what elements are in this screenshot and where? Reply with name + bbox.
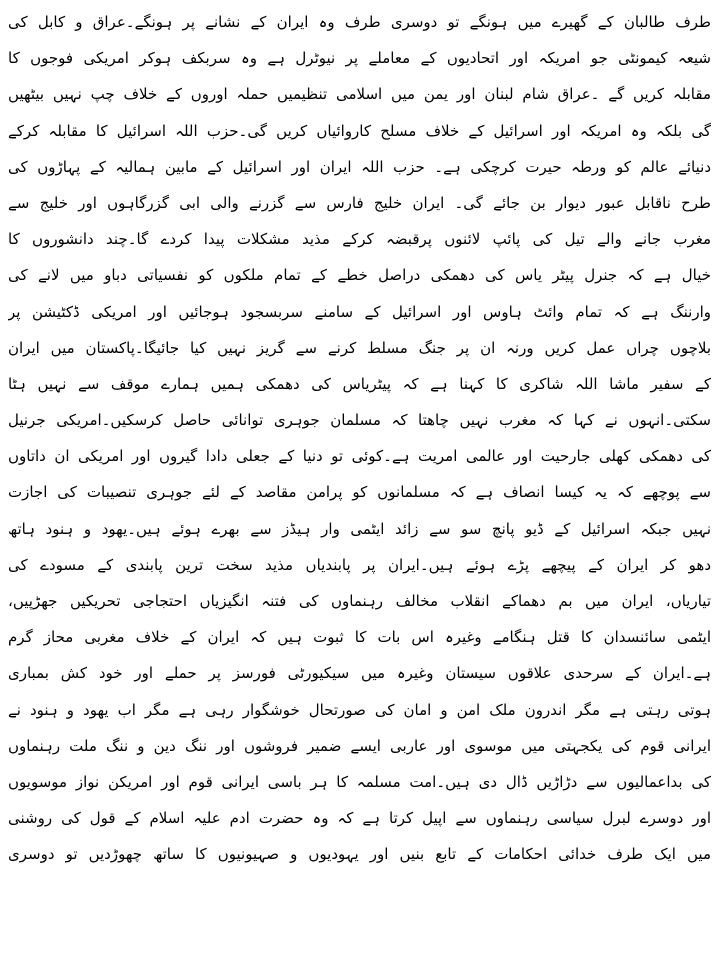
text-line: ہے۔ایران کے سرحدی علاقوں سیستان وغیرہ میں سیکیورٹی فورسز پر حملے اور خود کش بمباری	[8, 664, 711, 683]
text-line: دنیائے عالم کو ورطہ حیرت کرچکی ہے۔ حزب اللہ ایران اور اسرائیل کے مابین ہمالیہ کے پہاڑوں کی	[8, 157, 711, 176]
text-line: مقابلہ کریں گے ۔عراق شام لبنان اور یمن میں اسلامی تنظیمیں حملہ اوروں کے خلاف چپ نہیں بیٹھیں	[8, 85, 711, 104]
text-line: سے پوچھے کہ یہ کیسا انصاف ہے کہ مسلمانوں کو پرامن مقاصد کے لئے جوہری تنصیبات کی اجازت	[8, 483, 711, 502]
text-line: کی بداعمالیوں سے دڑاڑیں ڈال دی ہیں۔امت مسلمہ کا ہر باسی ایرانی قوم اور امریکن نواز موسویوں	[8, 772, 711, 791]
text-line: وارننگ ہے کہ تمام وائٹ ہاوس اور اسرائیل کے سامنے سربسجود ہوجائیں اور امریکی ڈکٹیشن پر	[8, 302, 711, 321]
text-line: اور دوسرے لبرل سیاسی رہنماوں سے اپیل کرتا ہے کہ وہ حضرت ادم علیہ اسلام کے قول کی روشنی	[8, 809, 711, 828]
text-line: سکتی۔انہوں نے کہا کہ مغرب نہیں چاھتا کہ مسلمان جوہری توانائی حاصل کرسکیں۔امریکی جرنیل	[8, 411, 711, 430]
article-body	[8, 4, 711, 873]
text-line: ایرانی قوم کی یکجہتی میں موسوی اور عاربی ایسے ضمیر فروشوں اور ننگ دین و ننگ ملت رہنماوں	[8, 736, 711, 755]
text-line: نہیں جبکہ اسرائیل کے ڈیو پانچ سو سے زائد ایٹمی وار ہیڈز سے بھرے ہوئے ہیں۔یھود و ہنود ہاتھ	[8, 519, 711, 538]
text-line: میں ایک طرف خدائی احکامات کے تابع بنیں اور یہودیوں و صہیونیوں کا ساتھ چھوڑدیں تو دوسری	[8, 845, 711, 864]
text-line: طرح ناقابل عبور دیوار بن جائے گی۔ ایران خلیج فارس سے گزرنے والی ابی گزرگاہوں اور خلیج سے	[8, 193, 711, 212]
text-line: طرف طالبان کے گھیرے میں ہونگے تو دوسری طرف وہ ایران کے نشانے پر ہونگے۔عراق و کابل کی	[8, 13, 711, 31]
text-line: گی بلکہ وہ امریکہ اور اسرائیل کے خلاف مسلح کاروائیاں کریں گی۔حزب اللہ اسرائیل کا مقابلہ کرکے	[8, 121, 711, 140]
text-line: دھو کر ایران کے پیچھے پڑے ہوئے ہیں۔ایران پر پابندیاں مذید سخت ترین پابندی کے مسودے کی	[8, 555, 711, 574]
text-line: شیعہ کیمونٹی جو امریکہ اور اتحادیوں کے معاملے پر نیوٹرل ہے وہ سربکف ہوکر امریکی فوجوں کا	[8, 49, 711, 68]
text-line: تیاریاں، ایران میں بم دھماکے انقلاب مخالف رہنماوں کی فتنہ انگیزیاں احتجاجی تحریکیں جھڑپیں،	[8, 592, 711, 610]
text-line: کے سفیر ماشا اللہ شاکری کا کہنا ہے کہ پیٹریاس کی دھمکی ہمیں ہمارے موقف سے نہیں ہٹا	[8, 374, 711, 393]
text-line: مغرب جانے والے تیل کی پائپ لائنوں پرقبضہ کرکے مذید مشکلات پیدا کردے گا۔چند دانشوروں کا	[8, 230, 711, 249]
text-line: خیال ہے کہ جنرل پیٹر یاس کی دھمکی دراصل خطے کے تمام ملکوں کو نفسیاتی دباو میں لانے کی	[8, 266, 711, 285]
text-line: ایٹمی سائنسدان کا قتل ہنگامے وغیرہ اس بات کا ثبوت ہیں کہ ایران کے خلاف مغربی محاز گرم	[8, 628, 711, 647]
text-line: ہوتی رہتی ہے مگر اندرون ملک امن و امان کی صورتحال خوشگوار رہی ہے مگر اب یھود و ہنود نے	[8, 700, 711, 719]
text-line: بلاچوں چراں عمل کریں ورنہ ان پر جنگ مسلط کرنے سے گریز نہیں کیا جائیگا۔پاکستان میں ایران	[8, 338, 711, 357]
text-line: کی دھمکی کھلی جارحیت اور عالمی امریت ہے۔کوئی تو دنیا کے جعلی دادا گیروں اور امریکی ان داتاوں	[8, 447, 711, 466]
